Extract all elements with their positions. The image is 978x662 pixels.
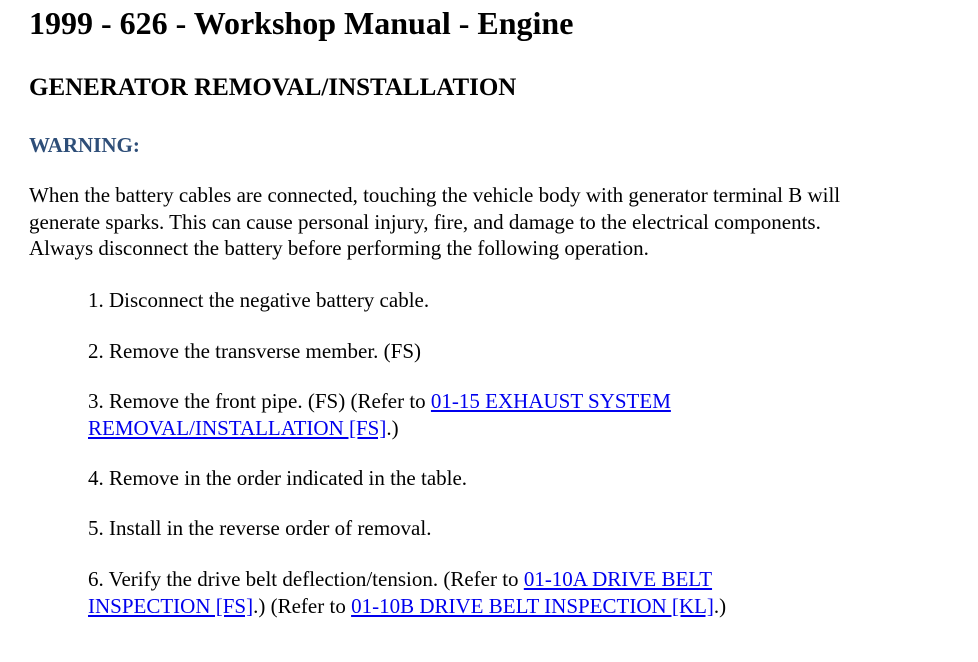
step-6-suffix: .)	[713, 593, 727, 618]
step-1	[88, 287, 429, 314]
step-5-text: 5. Install in the reverse order of removal.	[88, 516, 432, 540]
step-2	[88, 338, 421, 365]
section-title: GENERATOR REMOVAL/INSTALLATION	[29, 74, 517, 101]
step-2-text: 2. Remove the transverse member. (FS)	[88, 339, 422, 363]
step-3-text: 3. Remove the front pipe. (FS) (Refer to	[88, 389, 431, 413]
warning-line: generate sparks. This can cause personal injury, fire, and damage to the electrical components.	[29, 209, 821, 234]
warning-label: WARNING:	[29, 133, 140, 157]
step-3-suffix: .)	[386, 415, 399, 440]
warning-line: When the battery cables are connected, touching the vehicle body with generator terminal B will	[29, 183, 841, 207]
drive-belt-fs-link[interactable]: 01-10A DRIVE BELT	[523, 567, 713, 591]
step-6	[88, 566, 726, 619]
step-6-middle: .) (Refer to	[253, 593, 352, 618]
warning-text	[29, 182, 969, 262]
exhaust-system-link-continued[interactable]: REMOVAL/INSTALLATION [FS]	[88, 415, 387, 440]
drive-belt-fs-link-continued[interactable]: INSPECTION [FS]	[88, 593, 254, 618]
step-3	[88, 388, 671, 441]
page-title: 1999 - 626 - Workshop Manual - Engine	[29, 5, 574, 41]
step-5	[88, 515, 431, 542]
step-4-text: 4. Remove in the order indicated in the table.	[88, 466, 468, 490]
step-1-text: 1. Disconnect the negative battery cable.	[88, 288, 430, 312]
warning-line: Always disconnect the battery before performing the following operation.	[29, 236, 649, 260]
step-4	[88, 465, 467, 492]
step-6-text: 6. Verify the drive belt deflection/tension. (Refer to	[88, 567, 524, 591]
drive-belt-kl-link[interactable]: 01-10B DRIVE BELT INSPECTION [KL]	[351, 593, 714, 618]
exhaust-system-link[interactable]: 01-15 EXHAUST SYSTEM	[430, 389, 671, 413]
